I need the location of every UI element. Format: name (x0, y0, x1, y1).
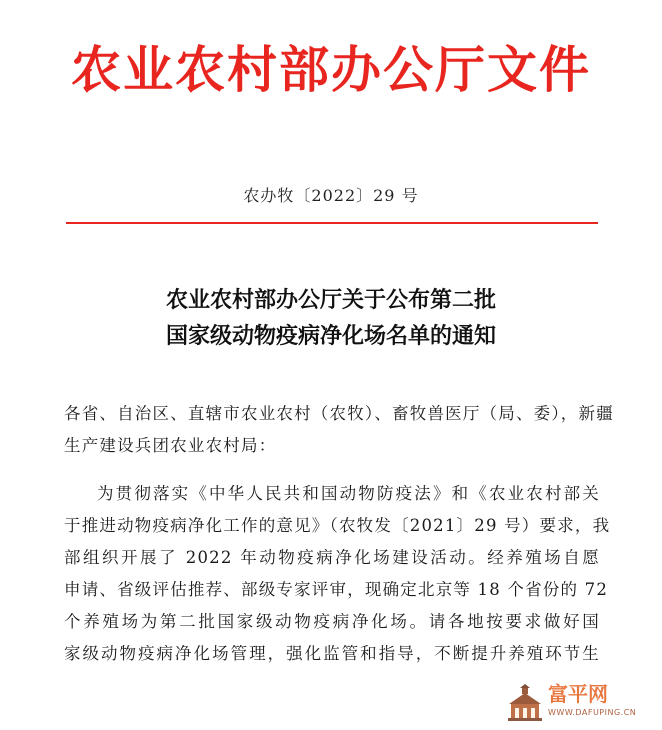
paragraph-line: 部组织开展了 2022 年动物疫病净化场建设活动。经养殖场自愿 (64, 548, 600, 567)
addressee-line: 生产建设兵团农业农村局： (64, 436, 277, 455)
paragraph-line: 个养殖场为第二批国家级动物疫病净化场。请各地按要求做好国 (64, 612, 600, 631)
watermark-site-url: WWW.DAFUPING.CN (548, 708, 637, 717)
notice-title-line: 农业农村部办公厅关于公布第二批 (165, 287, 496, 313)
body-paragraph (64, 478, 611, 670)
addressee-block (64, 398, 614, 462)
paragraph-line: 申请、省级评估推荐、部级专家评审，现确定北京等 18 个省份的 72 (64, 580, 609, 599)
paragraph-line: 于推进动物疫病净化工作的意见》（农牧发〔2021〕29 号）要求，我 (64, 516, 611, 535)
document-header-title: 农业农村部办公厅文件 (71, 40, 591, 99)
paragraph-line: 为贯彻落实《中华人民共和国动物防疫法》和《农业农村部关 (97, 484, 600, 503)
watermark-site-name: 富平网 (548, 682, 608, 706)
addressee-line: 各省、自治区、直辖市农业农村（农牧）、畜牧兽医厅（局、委），新疆 (64, 404, 614, 423)
document-number: 农办牧〔2022〕29 号 (243, 186, 419, 205)
paragraph-line: 家级动物疫病净化场管理，强化监管和指导，不断提升养殖环节生 (64, 644, 600, 663)
notice-title-line: 国家级动物疫病净化场名单的通知 (165, 323, 496, 349)
site-watermark (506, 682, 656, 722)
building-logo-icon (506, 684, 544, 722)
red-divider-rule (66, 222, 598, 224)
notice-title (0, 282, 662, 354)
